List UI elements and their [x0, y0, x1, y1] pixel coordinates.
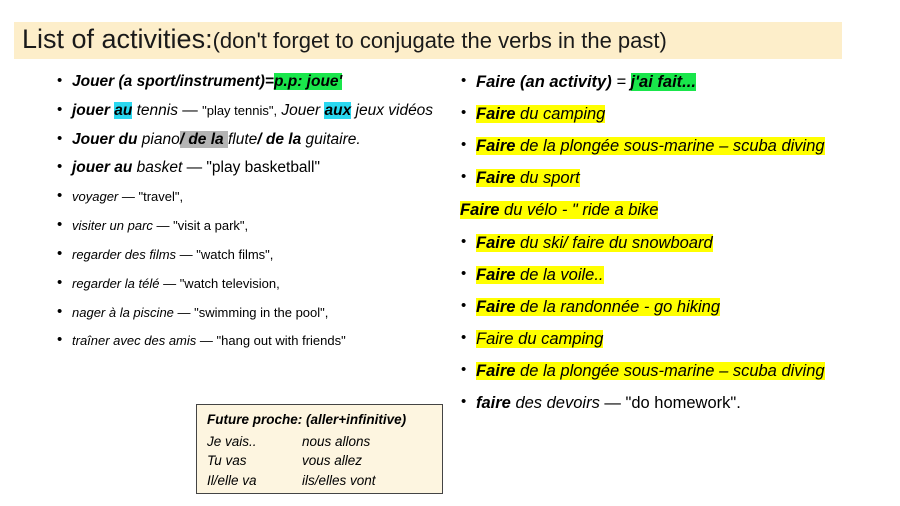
future-proche-row — [207, 471, 434, 491]
list-item-nager-a-la-piscine — [56, 303, 446, 323]
text-run: "swimming in the pool", — [194, 304, 329, 320]
text-run: "play basketball" — [206, 159, 320, 177]
text-run: — — [199, 333, 217, 349]
list-item-jouer-du-piano — [56, 130, 446, 150]
text-run: — "do homework". — [604, 394, 741, 413]
list-item-faire-de-la-randonnee — [460, 297, 890, 318]
text-run: visiter un parc — [72, 218, 157, 234]
list-item-jouer-au-basket — [56, 158, 446, 178]
future-proche-title: Future proche: (aller+infinitive) — [207, 412, 407, 427]
list-item-jouer-au-tennis — [56, 101, 446, 121]
future-proche-singular: Tu vas — [207, 453, 247, 469]
future-proche-singular: Je vais.. — [207, 433, 257, 449]
text-run: — — [179, 246, 197, 262]
text-run: au — [114, 101, 133, 119]
left-activity-list — [56, 72, 446, 351]
list-item-voyager — [56, 187, 446, 207]
text-run: du camping — [520, 105, 606, 124]
text-run: / de la — [179, 130, 228, 148]
future-proche-rows — [207, 432, 434, 491]
text-run: Jouer — [277, 101, 325, 119]
text-run: j'ai fait... — [630, 73, 696, 91]
future-proche-singular: Il/elle va — [207, 472, 257, 488]
text-run: de la plongée sous-marine – scuba diving — [520, 361, 825, 380]
text-run: — — [182, 101, 203, 119]
page-title — [14, 22, 842, 59]
future-proche-plural: vous allez — [302, 453, 363, 469]
text-run: de la voile.. — [520, 265, 604, 284]
title-main-text: List of activities: — [22, 24, 213, 54]
text-run: voyager — [72, 189, 122, 205]
text-run: jouer au — [72, 159, 137, 177]
text-run: "play tennis", — [202, 102, 278, 118]
text-run: Faire — [476, 361, 521, 380]
text-run: du ski/ faire du snowboard — [520, 233, 713, 252]
list-item-faire-de-la-voile — [460, 265, 890, 286]
text-run: Faire — [476, 105, 521, 124]
list-item-trainer-avec-des-amis — [56, 331, 446, 351]
text-run: Faire — [476, 265, 521, 284]
list-item-faire-an-activity — [460, 72, 890, 93]
text-run: "watch television, — [179, 275, 280, 291]
text-run: Faire (an activity) — [476, 73, 617, 91]
text-run: — — [177, 304, 195, 320]
text-run: aux — [324, 101, 352, 119]
right-column — [460, 72, 890, 425]
text-run: tennis — [132, 101, 183, 119]
text-run: Faire du camping — [476, 329, 604, 348]
future-proche-row — [207, 451, 434, 471]
list-item-faire-du-camping-2 — [460, 329, 890, 350]
text-run: des devoirs — [515, 394, 605, 413]
text-run: — — [156, 218, 174, 234]
future-proche-plural: ils/elles vont — [302, 472, 376, 488]
text-run: "watch films", — [196, 246, 274, 262]
text-run: faire — [476, 394, 516, 413]
list-item-faire-du-sport — [460, 168, 890, 189]
text-run: Jouer (a sport/instrument)= — [72, 73, 274, 90]
text-run: flute — [227, 130, 258, 148]
text-run: Faire — [460, 201, 505, 220]
text-run: Faire — [476, 233, 521, 252]
text-run: basket — [136, 159, 187, 177]
text-run: / de la — [257, 130, 306, 148]
text-run: Faire — [476, 169, 521, 188]
left-column — [56, 72, 446, 360]
future-proche-plural: nous allons — [302, 433, 371, 449]
list-item-visiter-un-parc — [56, 216, 446, 236]
text-run: p.p: joue' — [273, 73, 343, 90]
text-run: Jouer du — [72, 130, 142, 148]
text-run: de la plongée sous-marine – scuba diving — [520, 137, 825, 156]
text-run: — — [186, 159, 207, 177]
title-sub-text: (don't forget to conjugate the verbs in the past) — [212, 28, 667, 53]
text-run: du vélo - " ride a bike — [504, 201, 659, 220]
list-item-faire-plongee-2 — [460, 361, 890, 382]
text-run: regarder la télé — [72, 275, 164, 291]
text-run: traîner avec des amis — [72, 333, 200, 349]
future-proche-row — [207, 432, 434, 452]
text-run: jouer — [72, 101, 115, 119]
text-run: — — [121, 189, 139, 205]
list-item-faire-plongee-1 — [460, 136, 890, 157]
list-item-faire-du-ski — [460, 233, 890, 254]
text-run: "visit a park", — [173, 218, 249, 234]
text-run: guitaire. — [305, 130, 361, 148]
text-run: piano — [141, 130, 180, 148]
text-run: du sport — [520, 169, 580, 188]
text-run: "travel", — [138, 189, 184, 205]
text-run: "hang out with friends" — [216, 333, 346, 349]
list-item-faire-du-camping-1 — [460, 104, 890, 125]
text-run: de la randonnée - go hiking — [520, 297, 721, 316]
list-item-jouer-sport-instrument — [56, 72, 446, 92]
future-proche-box — [196, 404, 443, 494]
list-item-regarder-la-tele — [56, 274, 446, 294]
text-run: Faire — [476, 297, 521, 316]
text-run: Faire — [476, 137, 521, 156]
text-run: = — [616, 73, 631, 91]
list-item-faire-du-velo — [460, 200, 890, 221]
list-item-regarder-des-films — [56, 245, 446, 265]
text-run: — — [163, 275, 180, 291]
right-activity-list — [460, 72, 890, 414]
list-item-faire-des-devoirs — [460, 393, 890, 414]
text-run: nager à la piscine — [72, 304, 178, 320]
text-run: jeux vidéos — [351, 101, 434, 119]
text-run: regarder des films — [72, 246, 180, 262]
